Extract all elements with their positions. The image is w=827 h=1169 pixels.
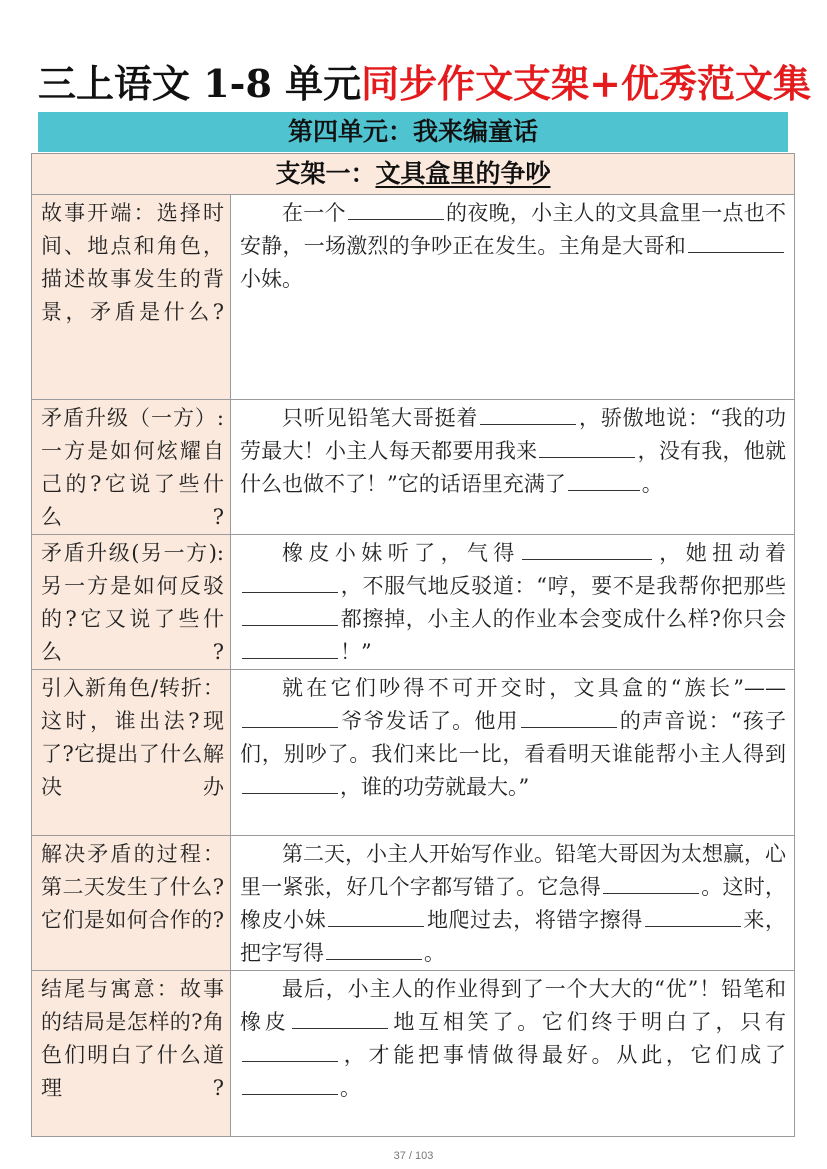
title-red: 同步作文支架+优秀范文集 — [361, 61, 811, 106]
fill-blank[interactable] — [242, 636, 338, 659]
answer-cell — [231, 670, 795, 836]
answer-cell — [231, 400, 795, 535]
frame-topic: 文具盒里的争吵 — [375, 159, 551, 188]
answer-text: 就在它们吵得不可开交时，文具盒的“族长”——爷爷发话了。他用 的声音说：“孩子们，别吵了。我们来比一比，看看明天谁能帮小主人得到，谁的功劳就最大。” — [240, 676, 786, 799]
title-black: 三上语文 1-8 单元 — [38, 61, 362, 106]
fill-blank[interactable] — [539, 435, 635, 458]
fill-blank[interactable] — [326, 937, 422, 960]
answer-cell — [231, 535, 795, 670]
prompt-cell: 故事开端：选择时间、地点和角色，描述故事发生的背景，矛盾是什么? — [32, 195, 231, 400]
answer-cell — [231, 836, 795, 971]
fill-blank[interactable] — [242, 1039, 338, 1062]
frame-heading — [32, 154, 795, 195]
answer-text: 在一个 的夜晚，小主人的文具盒里一点也不安静，一场激烈的争吵正在发生。主角是大哥和小妹。 — [231, 195, 794, 296]
fill-blank[interactable] — [242, 603, 338, 626]
prompt-cell: 解决矛盾的过程：第二天发生了什么?它们是如何合作的? — [32, 836, 231, 971]
fill-blank[interactable] — [568, 468, 640, 491]
answer-cell — [231, 971, 795, 1137]
unit-heading: 第四单元：我来编童话 — [38, 112, 788, 152]
prompt-cell: 引入新角色/转折：这时，谁出法?现了?它提出了什么解决办 — [32, 670, 231, 836]
fill-blank[interactable] — [292, 1006, 388, 1029]
fill-blank[interactable] — [242, 705, 338, 728]
fill-blank[interactable] — [522, 537, 652, 560]
page-number: 37 / 103 — [393, 1150, 434, 1162]
writing-frame-table — [31, 153, 795, 1137]
answer-text: 最后，小主人的作业得到了一个大大的“优”！铅笔和橡皮 地互相笑了。它们终于明白了，只有，才能把事情做得最好。从此，它们成了。 — [240, 977, 787, 1100]
fill-blank[interactable] — [688, 230, 784, 253]
fill-blank[interactable] — [645, 904, 741, 927]
prompt-cell: 矛盾升级（一方）:一方是如何炫耀自己的?它说了些什么? — [32, 400, 231, 535]
page-title — [38, 54, 811, 114]
fill-blank[interactable] — [242, 570, 338, 593]
fill-blank[interactable] — [480, 402, 576, 425]
fill-blank[interactable] — [603, 871, 699, 894]
answer-text: 橡皮小妹听了，气得 ，她扭动着，不服气地反驳道：“哼，要不是我帮你把那些都擦掉，小主人的作业本会变成什么样?你只会！” — [231, 535, 794, 669]
fill-blank[interactable] — [328, 904, 424, 927]
answer-text: 只听见铅笔大哥挺着 ，骄傲地说：“我的功劳最大！小主人每天都要用我来 ，没有我，他就什么也做不了！”它的话语里充满了 。 — [231, 400, 794, 501]
fill-blank[interactable] — [348, 197, 444, 220]
fill-blank[interactable] — [242, 1072, 338, 1095]
answer-text: 第二天，小主人开始写作业。铅笔大哥因为太想赢，心里一紧张，好几个字都写错了。它急得 。这时，橡皮小妹 地爬过去，将错字擦得 来，把字写得 。 — [240, 842, 787, 965]
frame-label: 支架一： — [275, 159, 376, 188]
prompt-cell: 矛盾升级(另一方):另一方是如何反驳的?它又说了些什么? — [32, 535, 231, 670]
answer-cell — [231, 195, 795, 400]
fill-blank[interactable] — [242, 771, 338, 794]
prompt-cell: 结尾与寓意：故事的结局是怎样的?角色们明白了什么道理? — [32, 971, 231, 1137]
fill-blank[interactable] — [521, 705, 617, 728]
